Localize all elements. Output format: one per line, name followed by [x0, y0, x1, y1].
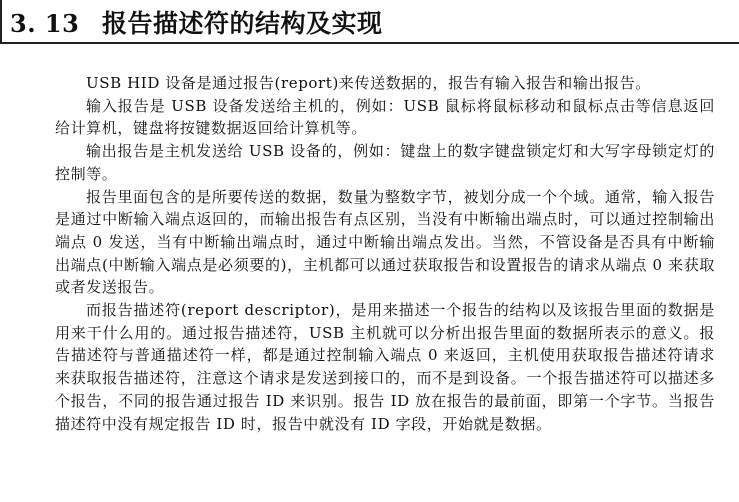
section-title: 报告描述符的结构及实现: [102, 9, 383, 38]
paragraph-output-report: 输出报告是主机发送给 USB 设备的，例如：键盘上的数字键盘锁定灯和大写字母锁定灯的控制等。: [55, 142, 715, 183]
heading-left-rule: [0, 0, 2, 42]
body-text: [55, 72, 715, 435]
heading-underline: [0, 42, 739, 44]
paragraph-input-report: 输入报告是 USB 设备发送给主机的，例如：USB 鼠标将鼠标移动和鼠标点击等信息返回给计算机，键盘将按键数据返回给计算机等。: [55, 96, 715, 138]
section-heading: [10, 4, 383, 44]
paragraph-hid-reports: USB HID 设备是通过报告(report)来传送数据的，报告有输入报告和输出报告。: [86, 74, 651, 92]
paragraph-report-descriptor: 而报告描述符(report descriptor)，是用来描述一个报告的结构以及该报告里面的数据是用来干什么用的。通过报告描述符，USB 主机就可以分析出报告里面的数据所表示的意义。报告描述符与普通描述符一样，都是通过控制输入端点 0 来返回，主机使用获取报告描述符请求来获取报告描述符，注意这个请求是发送到接口的，而不是到设备。一个报告描述符可以描述多个报告，不同的报告通过报告 ID 来识别。报告 ID 放在报告的最前面，即第一个字节。当报告描述符中没有规定报告 ID 时，报告中就没有 ID 字段，开始就是数据。: [55, 301, 715, 433]
section-number: 3. 13: [10, 9, 80, 38]
paragraph-report-contents: 报告里面包含的是所要传送的数据，数量为整数字节，被划分成一个个域。通常，输入报告是通过中断输入端点返回的，而输出报告有点区别，当没有中断输出端点时，可以通过控制输出端点 0 发送，当有中断输出端点时，通过中断输出端点发出。当然，不管设备是否具有中断输出端点(中断输入端点是必须要的)，主机都可以通过获取报告和设置报告的请求从端点 0 来获取或者发送报告。: [55, 187, 715, 297]
